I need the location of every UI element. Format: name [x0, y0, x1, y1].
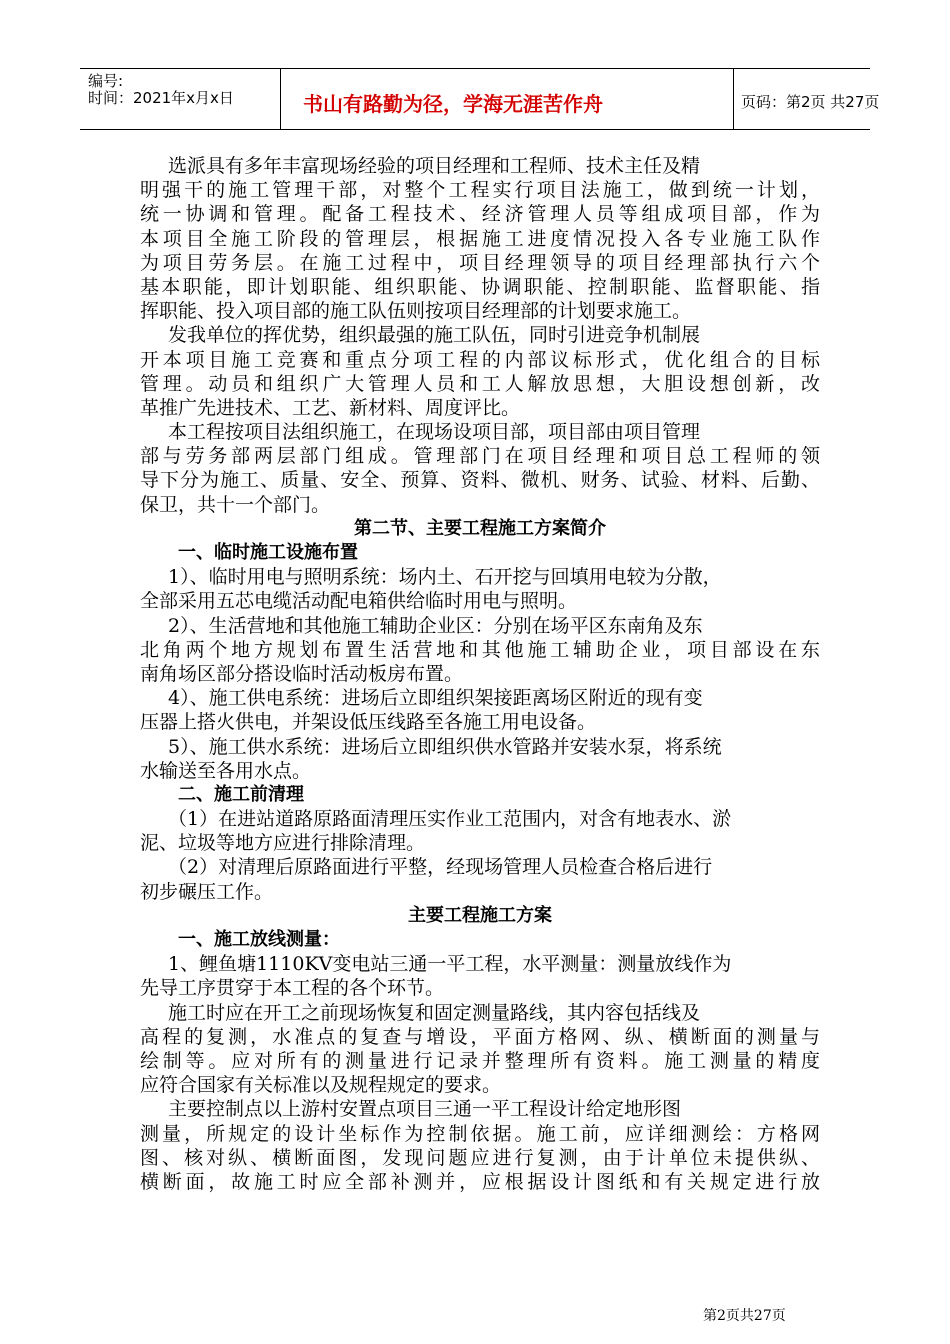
paragraph-line: 明强干的施工管理干部，对整个工程实行项目法施工，做到统一计划，	[140, 179, 820, 202]
page-footer-number: 第2页共27页	[703, 1308, 786, 1324]
paragraph-line: 应符合国家有关标准以及规程规定的要求。	[140, 1074, 502, 1097]
paragraph-line: 高程的复测，水准点的复查与增设，平面方格网、纵、横断面的测量与	[140, 1025, 820, 1048]
paragraph-line: 初步碾压工作。	[140, 880, 274, 903]
paragraph-line: 北角两个地方规划布置生活营地和其他施工辅助企业，项目部设在东	[140, 638, 820, 661]
paragraph-line: 挥职能、投入项目部的施工队伍则按项目经理部的计划要求施工。	[140, 300, 692, 323]
paragraph-line: 1）、临时用电与照明系统：场内土、石开挖与回填用电较为分散，	[168, 566, 722, 589]
document-date-label: 时间：2021年x月x日	[88, 89, 234, 107]
paragraph-line: 压器上搭火供电，并架设低压线路至各施工用电设备。	[140, 711, 597, 734]
header-meta-cell	[80, 69, 280, 129]
paragraph-line: 主要控制点以上游村安置点项目三通一平工程设计给定地形图	[168, 1098, 682, 1121]
paragraph-line: 4）、施工供电系统：进场后立即组织架接距离场区附近的现有变	[168, 687, 703, 710]
paragraph-line: 施工时应在开工之前现场恢复和固定测量路线，其内容包括线及	[168, 1001, 701, 1024]
paragraph-line: 导下分为施工、质量、安全、预算、资料、微机、财务、试验、材料、后勤、	[140, 469, 820, 492]
motto-text: 书山有路勤为径，学海无涯苦作舟	[303, 92, 603, 116]
header-page-number: 页码：第2页 共27页	[741, 93, 880, 111]
paragraph-line: 本项目全施工阶段的管理层，根据施工进度情况投入各专业施工队作	[140, 227, 820, 250]
paragraph-line: 革推广先进技术、工艺、新材料、周度评比。	[140, 396, 521, 419]
paragraph-line: 图、核对纵、横断面图，发现问题应进行复测，由于计单位未提供纵、	[140, 1146, 820, 1169]
paragraph-line: 管理。动员和组织广大管理人员和工人解放思想，大胆设想创新，改	[140, 372, 820, 395]
paragraph-line: 为项目劳务层。在施工过程中，项目经理领导的项目经理部执行六个	[140, 251, 820, 274]
subsection-heading: 二、施工前清理	[178, 783, 304, 805]
paragraph-line: 保卫，共十一个部门。	[140, 493, 331, 516]
paragraph-line: 水输送至各用水点。	[140, 759, 312, 782]
paragraph-line: 先导工序贯穿于本工程的各个环节。	[140, 977, 445, 1000]
paragraph-line: 发我单位的挥优势，组织最强的施工队伍，同时引进竞争机制展	[168, 324, 701, 347]
paragraph-line: （2）对清理后原路面进行平整，经现场管理人员检查合格后进行	[168, 856, 713, 879]
subsection-heading: 一、施工放线测量：	[178, 929, 340, 950]
paragraph-line: 泥、垃圾等地方应进行排除清理。	[140, 832, 426, 855]
section-heading: 第二节、主要工程施工方案简介	[354, 517, 606, 539]
paragraph-line: 1、鲤鱼塘1110KV变电站三通一平工程，水平测量：测量放线作为	[168, 953, 732, 976]
paragraph-line: 统一协调和管理。配备工程技术、经济管理人员等组成项目部，作为	[140, 203, 820, 226]
paragraph-line: 全部采用五芯电缆活动配电箱供给临时用电与照明。	[140, 590, 578, 613]
paragraph-line: 测量，所规定的设计坐标作为控制依据。施工前，应详细测绘：方格网	[140, 1122, 820, 1145]
page-header	[80, 68, 880, 130]
paragraph-line: 绘制等。应对所有的测量进行记录并整理所有资料。施工测量的精度	[140, 1049, 820, 1072]
paragraph-line: 部与劳务部两层部门组成。管理部门在项目经理和项目总工程师的领	[140, 445, 820, 468]
subsection-heading: 一、临时施工设施布置	[178, 542, 358, 563]
paragraph-line: 选派具有多年丰富现场经验的项目经理和工程师、技术主任及精	[168, 155, 701, 177]
paragraph-line: 5）、施工供水系统：进场后立即组织供水管路并安装水泵，将系统	[168, 735, 722, 758]
paragraph-line: 本工程按项目法组织施工，在现场设项目部，项目部由项目管理	[168, 421, 701, 444]
section-heading: 主要工程施工方案	[408, 904, 552, 926]
header-page-cell	[733, 69, 880, 129]
paragraph-line: 2）、生活营地和其他施工辅助企业区：分别在场平区东南角及东	[168, 614, 703, 637]
paragraph-line: 开本项目施工竞赛和重点分项工程的内部议标形式，优化组合的目标	[140, 348, 820, 371]
document-body	[140, 154, 820, 1194]
header-motto-cell	[280, 69, 734, 129]
document-number-label: 编号:	[88, 72, 124, 90]
paragraph-line: 基本职能，即计划职能、组织职能、协调职能、控制职能、监督职能、指	[140, 275, 820, 298]
paragraph-line: 横断面，故施工时应全部补测并，应根据设计图纸和有关规定进行放	[140, 1170, 820, 1193]
paragraph-line: 南角场区部分搭设临时活动板房布置。	[140, 662, 464, 685]
paragraph-line: （1）在进站道路原路面清理压实作业工范围内，对含有地表水、淤	[168, 808, 732, 831]
